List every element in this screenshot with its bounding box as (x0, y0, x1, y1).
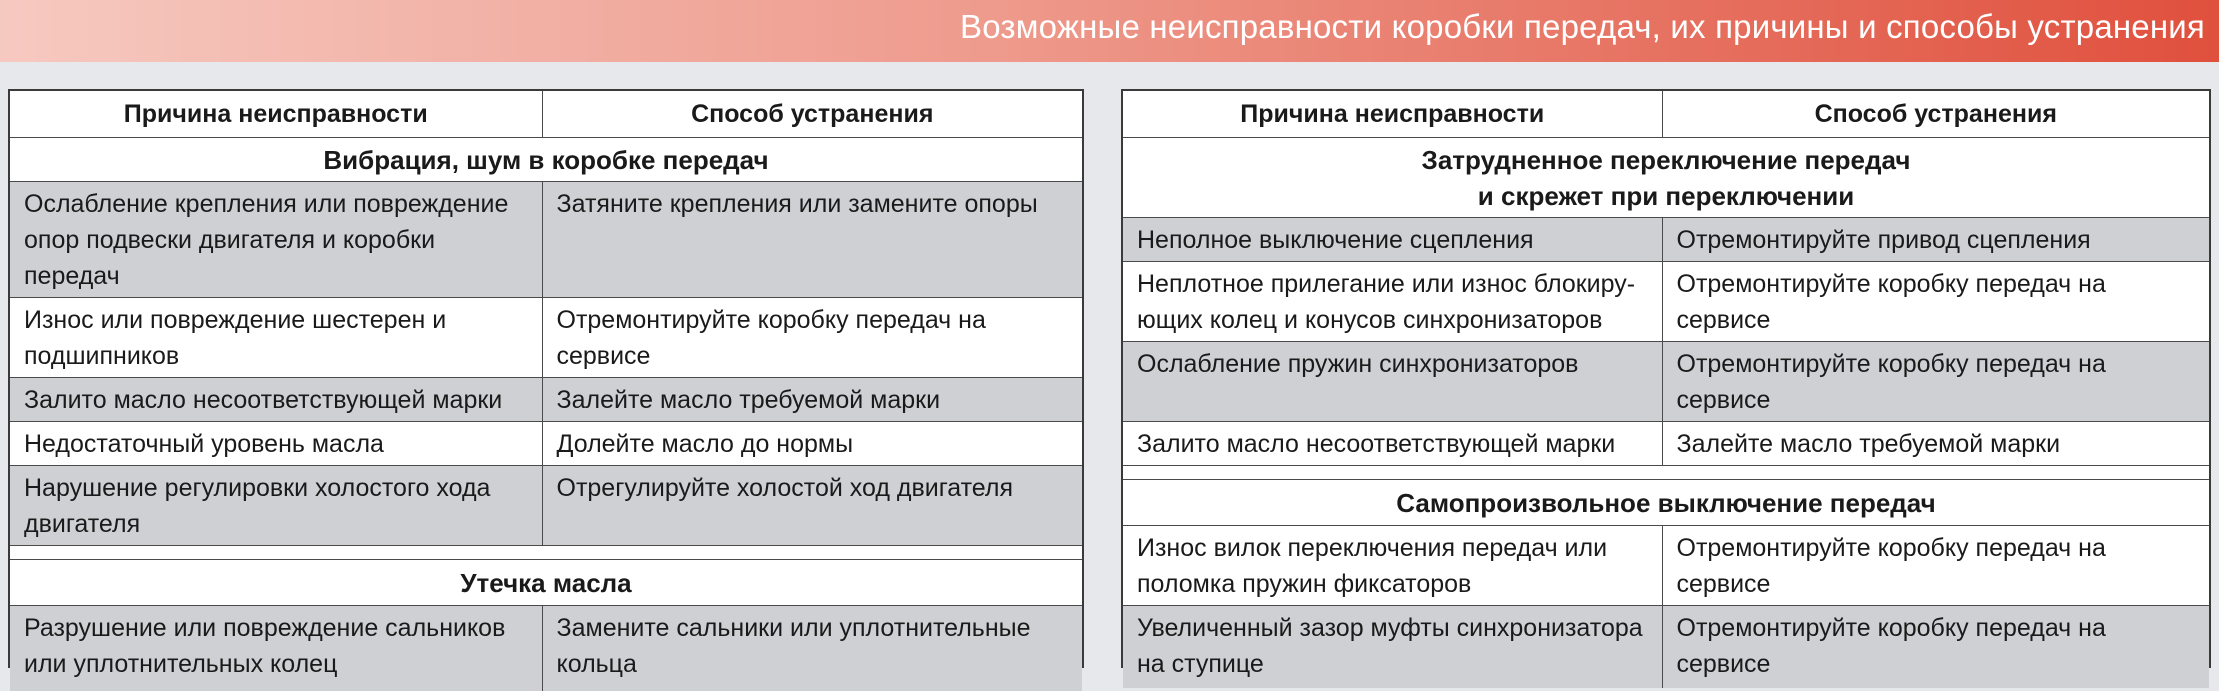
right-fault-table (1123, 91, 2209, 688)
remedy-cell: Затяните крепления или замените опоры (542, 181, 1082, 297)
section-row (10, 137, 1082, 181)
remedy-cell: Долейте масло до нормы (542, 421, 1082, 465)
left-table-panel (8, 89, 1084, 678)
remedy-cell: Отремонтируйте коробку передач на сервисе (1662, 525, 2209, 605)
table-row (10, 605, 1082, 691)
section-row (1123, 137, 2209, 217)
right-table-panel (1121, 89, 2211, 678)
column-header-cause: Причина неисправности (10, 91, 542, 137)
section-title-hard-shifting (1123, 137, 2209, 217)
cause-cell: Залито масло несоответствующей марки (1123, 421, 1662, 465)
cause-cell: Неполное выключение сцепления (1123, 217, 1662, 261)
section-title-oil-leak: Утечка масла (10, 559, 1082, 605)
spacer-row (1123, 465, 2209, 479)
remedy-cell: Отремонтируйте привод сцепления (1662, 217, 2209, 261)
table-row (1123, 421, 2209, 465)
table-row (1123, 341, 2209, 421)
section-title-vibration: Вибрация, шум в коробке передач (10, 137, 1082, 181)
table-row (1123, 525, 2209, 605)
remedy-cell: Залейте масло требуемой марки (542, 377, 1082, 421)
column-header-remedy: Способ устранения (542, 91, 1082, 137)
spacer-row (10, 545, 1082, 559)
header-row (1123, 91, 2209, 137)
table-row (10, 181, 1082, 297)
section-row (10, 559, 1082, 605)
table-row (10, 465, 1082, 545)
remedy-cell: Замените сальники или уплотнительные кольца (542, 605, 1082, 691)
title-banner (0, 0, 2219, 62)
cause-cell: Залито масло несоответствующей марки (10, 377, 542, 421)
section-title-self-disengaging: Самопроизвольное выключение передач (1123, 479, 2209, 525)
cause-cell: Увеличенный зазор муфты синхронизатора на ступице (1123, 605, 1662, 688)
section-row (1123, 479, 2209, 525)
remedy-cell: Залейте масло требуемой марки (1662, 421, 2209, 465)
column-header-cause: Причина неисправности (1123, 91, 1662, 137)
cause-cell: Разрушение или повреждение сальников или уплотнительных колец (10, 605, 542, 691)
cause-cell: Износ вилок переключения передач или поломка пружин фиксаторов (1123, 525, 1662, 605)
cause-cell: Неплотное прилегание или износ блокиру-ющих колец и конусов синхронизаторов (1123, 261, 1662, 341)
header-row (10, 91, 1082, 137)
cause-cell: Нарушение регулировки холостого хода двигателя (10, 465, 542, 545)
table-row (1123, 217, 2209, 261)
cause-cell: Ослабление пружин синхронизаторов (1123, 341, 1662, 421)
table-row (10, 297, 1082, 377)
column-header-remedy: Способ устранения (1662, 91, 2209, 137)
page-title: Возможные неисправности коробки передач, их причины и способы устранения (960, 8, 2205, 45)
remedy-cell: Отремонтируйте коробку передач на сервисе (1662, 605, 2209, 688)
section-title-line-1: Затрудненное переключение передач (1421, 144, 1911, 175)
cause-cell: Недостаточный уровень масла (10, 421, 542, 465)
section-title-line-2: и скрежет при переключении (1477, 180, 1855, 211)
remedy-cell: Отремонтируйте коробку передач на сервисе (542, 297, 1082, 377)
left-fault-table (10, 91, 1082, 691)
table-row (10, 421, 1082, 465)
cause-cell: Ослабление крепления или повреждение опор подвески двигателя и коробки передач (10, 181, 542, 297)
table-row (1123, 261, 2209, 341)
cause-cell: Износ или повреждение шестерен и подшипников (10, 297, 542, 377)
remedy-cell: Отрегулируйте холостой ход двигателя (542, 465, 1082, 545)
remedy-cell: Отремонтируйте коробку передач на сервисе (1662, 261, 2209, 341)
remedy-cell: Отремонтируйте коробку передач на сервисе (1662, 341, 2209, 421)
table-row (10, 377, 1082, 421)
